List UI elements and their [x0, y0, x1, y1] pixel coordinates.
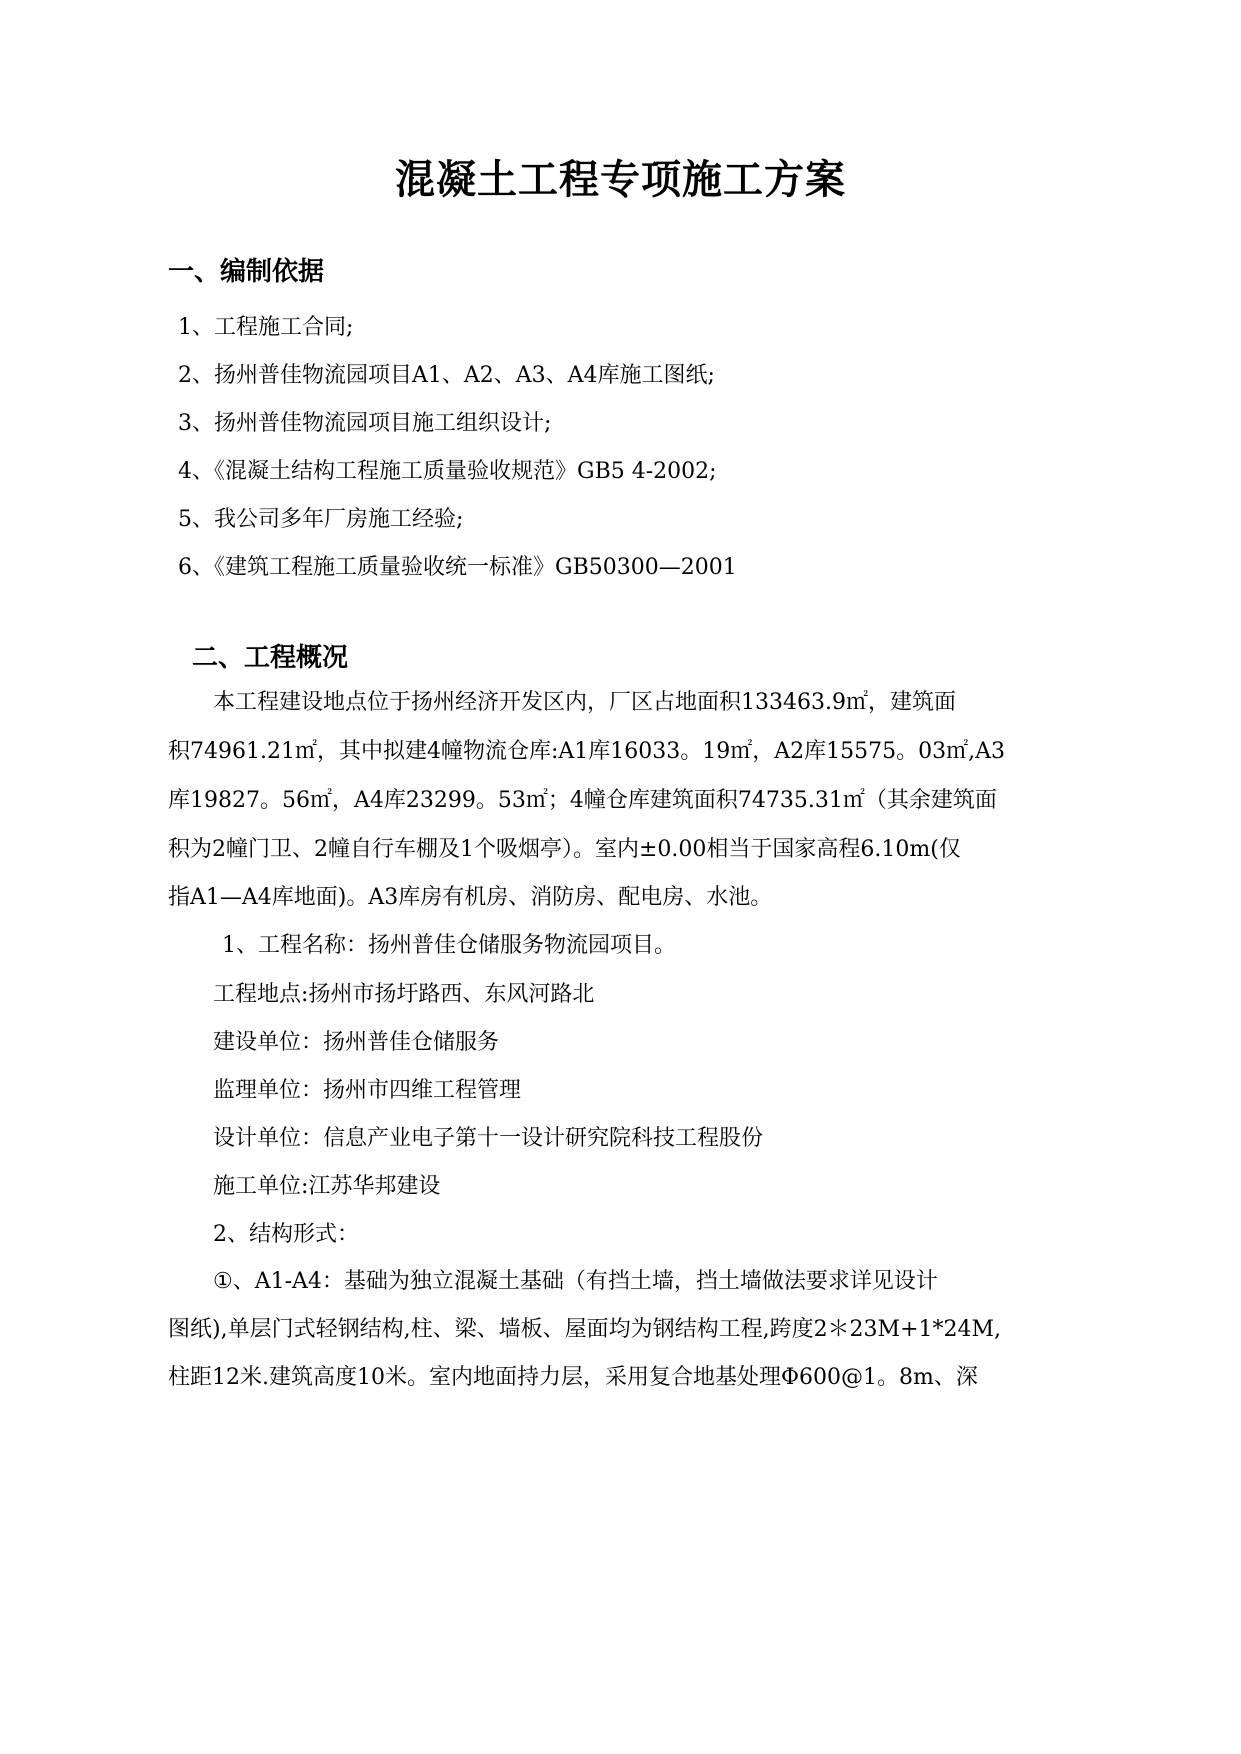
structure-heading: 2、结构形式：: [213, 1222, 359, 1247]
structure-line: 图纸),单层门式轻钢结构,柱、梁、墙板、屋面均为钢结构工程,跨度2＊23M+1*24M,: [168, 1317, 1002, 1342]
construction-owner: 建设单位：扬州普佳仓储服务: [213, 1030, 500, 1055]
basis-item: 5、我公司多年厂房施工经验;: [178, 507, 464, 532]
overview-line: 积为2幢门卫、2幢自行车棚及1个吸烟亭）。室内±0.00相当于国家高程6.10m(仅: [168, 837, 961, 862]
basis-item: 1、工程施工合同;: [178, 315, 354, 340]
basis-item: 3、扬州普佳物流园项目施工组织设计;: [178, 411, 552, 436]
overview-line: 本工程建设地点位于扬州经济开发区内，厂区占地面积133463.9㎡，建筑面: [213, 690, 956, 715]
construction-unit: 施工单位:江苏华邦建设: [213, 1174, 441, 1199]
design-unit: 设计单位：信息产业电子第十一设计研究院科技工程股份: [213, 1126, 764, 1151]
document-title: 混凝土工程专项施工方案: [395, 157, 846, 203]
project-name: 1、工程名称：扬州普佳仓储服务物流园项目。: [222, 933, 676, 958]
basis-item: 4、《混凝土结构工程施工质量验收规范》GB5 4-2002;: [178, 459, 717, 484]
basis-item: 6、《建筑工程施工质量验收统一标准》GB50300—2001: [178, 555, 737, 580]
project-location: 工程地点:扬州市扬圩路西、东风河路北: [213, 982, 595, 1007]
basis-item: 2、扬州普佳物流园项目A1、A2、A3、A4库施工图纸;: [178, 363, 715, 388]
overview-line: 指A1—A4库地面)。A3库房有机房、消防房、配电房、水池。: [168, 885, 773, 910]
section-heading-basis: 一、编制依据: [168, 257, 325, 287]
structure-line: 柱距12米.建筑高度10米。室内地面持力层，采用复合地基处理Φ600@1。8m、深: [168, 1365, 978, 1390]
structure-line: ①、A1-A4：基础为独立混凝土基础（有挡土墙，挡土墙做法要求详见设计: [213, 1269, 938, 1294]
section-heading-overview: 二、工程概况: [192, 643, 349, 673]
overview-line: 积74961.21㎡，其中拟建4幢物流仓库:A1库16033。19㎡，A2库15575。03㎡,A3: [168, 739, 1005, 764]
overview-line: 库19827。56㎡，A4库23299。53㎡；4幢仓库建筑面积74735.31㎡（其余建筑面: [168, 788, 997, 813]
supervision-unit: 监理单位：扬州市四维工程管理: [213, 1078, 522, 1103]
